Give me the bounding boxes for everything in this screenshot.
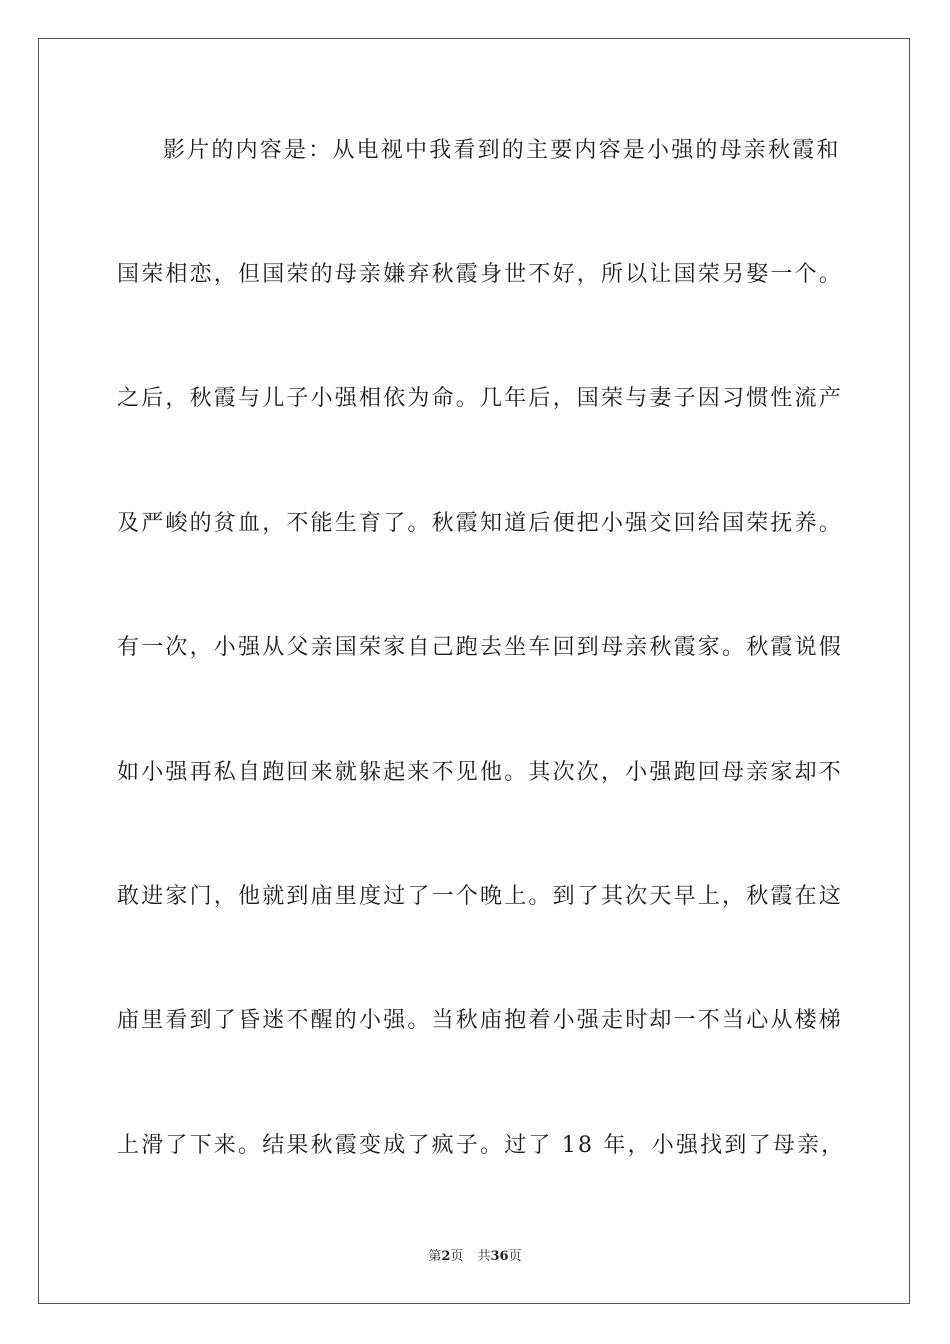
total-prefix: 共	[477, 1249, 491, 1264]
text-line-3: 之后，秋霞与儿子小强相依为命。几年后，国荣与妻子因习惯性流产	[117, 386, 844, 411]
total-pages: 36	[490, 1249, 509, 1264]
text-line-9: 上滑了下来。结果秋霞变成了疯子。过了 18 年，小强找到了母亲，	[117, 1133, 846, 1158]
total-suffix: 页	[508, 1249, 522, 1264]
page-suffix: 页	[450, 1249, 464, 1264]
text-line-1: 影片的内容是：从电视中我看到的主要内容是小强的母亲秋霞和	[163, 138, 841, 163]
text-line-5: 有一次，小强从父亲国荣家自己跑去坐车回到母亲秋霞家。秋霞说假	[117, 635, 844, 660]
text-line-2: 国荣相恋，但国荣的母亲嫌弃秋霞身世不好，所以让国荣另娶一个。	[117, 262, 844, 287]
page-border	[38, 38, 910, 1304]
text-line-8: 庙里看到了昏迷不醒的小强。当秋庙抱着小强走时却一不当心从楼梯	[117, 1008, 844, 1033]
text-line-4: 及严峻的贫血，不能生育了。秋霞知道后便把小强交回给国荣抚养。	[117, 511, 844, 536]
page-footer	[0, 1249, 950, 1265]
page-number: 2	[441, 1249, 451, 1264]
page-prefix: 第	[428, 1249, 442, 1264]
text-line-6: 如小强再私自跑回来就躲起来不见他。其次次，小强跑回母亲家却不	[117, 760, 844, 785]
text-line-7: 敢进家门，他就到庙里度过了一个晚上。到了其次天早上，秋霞在这	[117, 884, 844, 909]
